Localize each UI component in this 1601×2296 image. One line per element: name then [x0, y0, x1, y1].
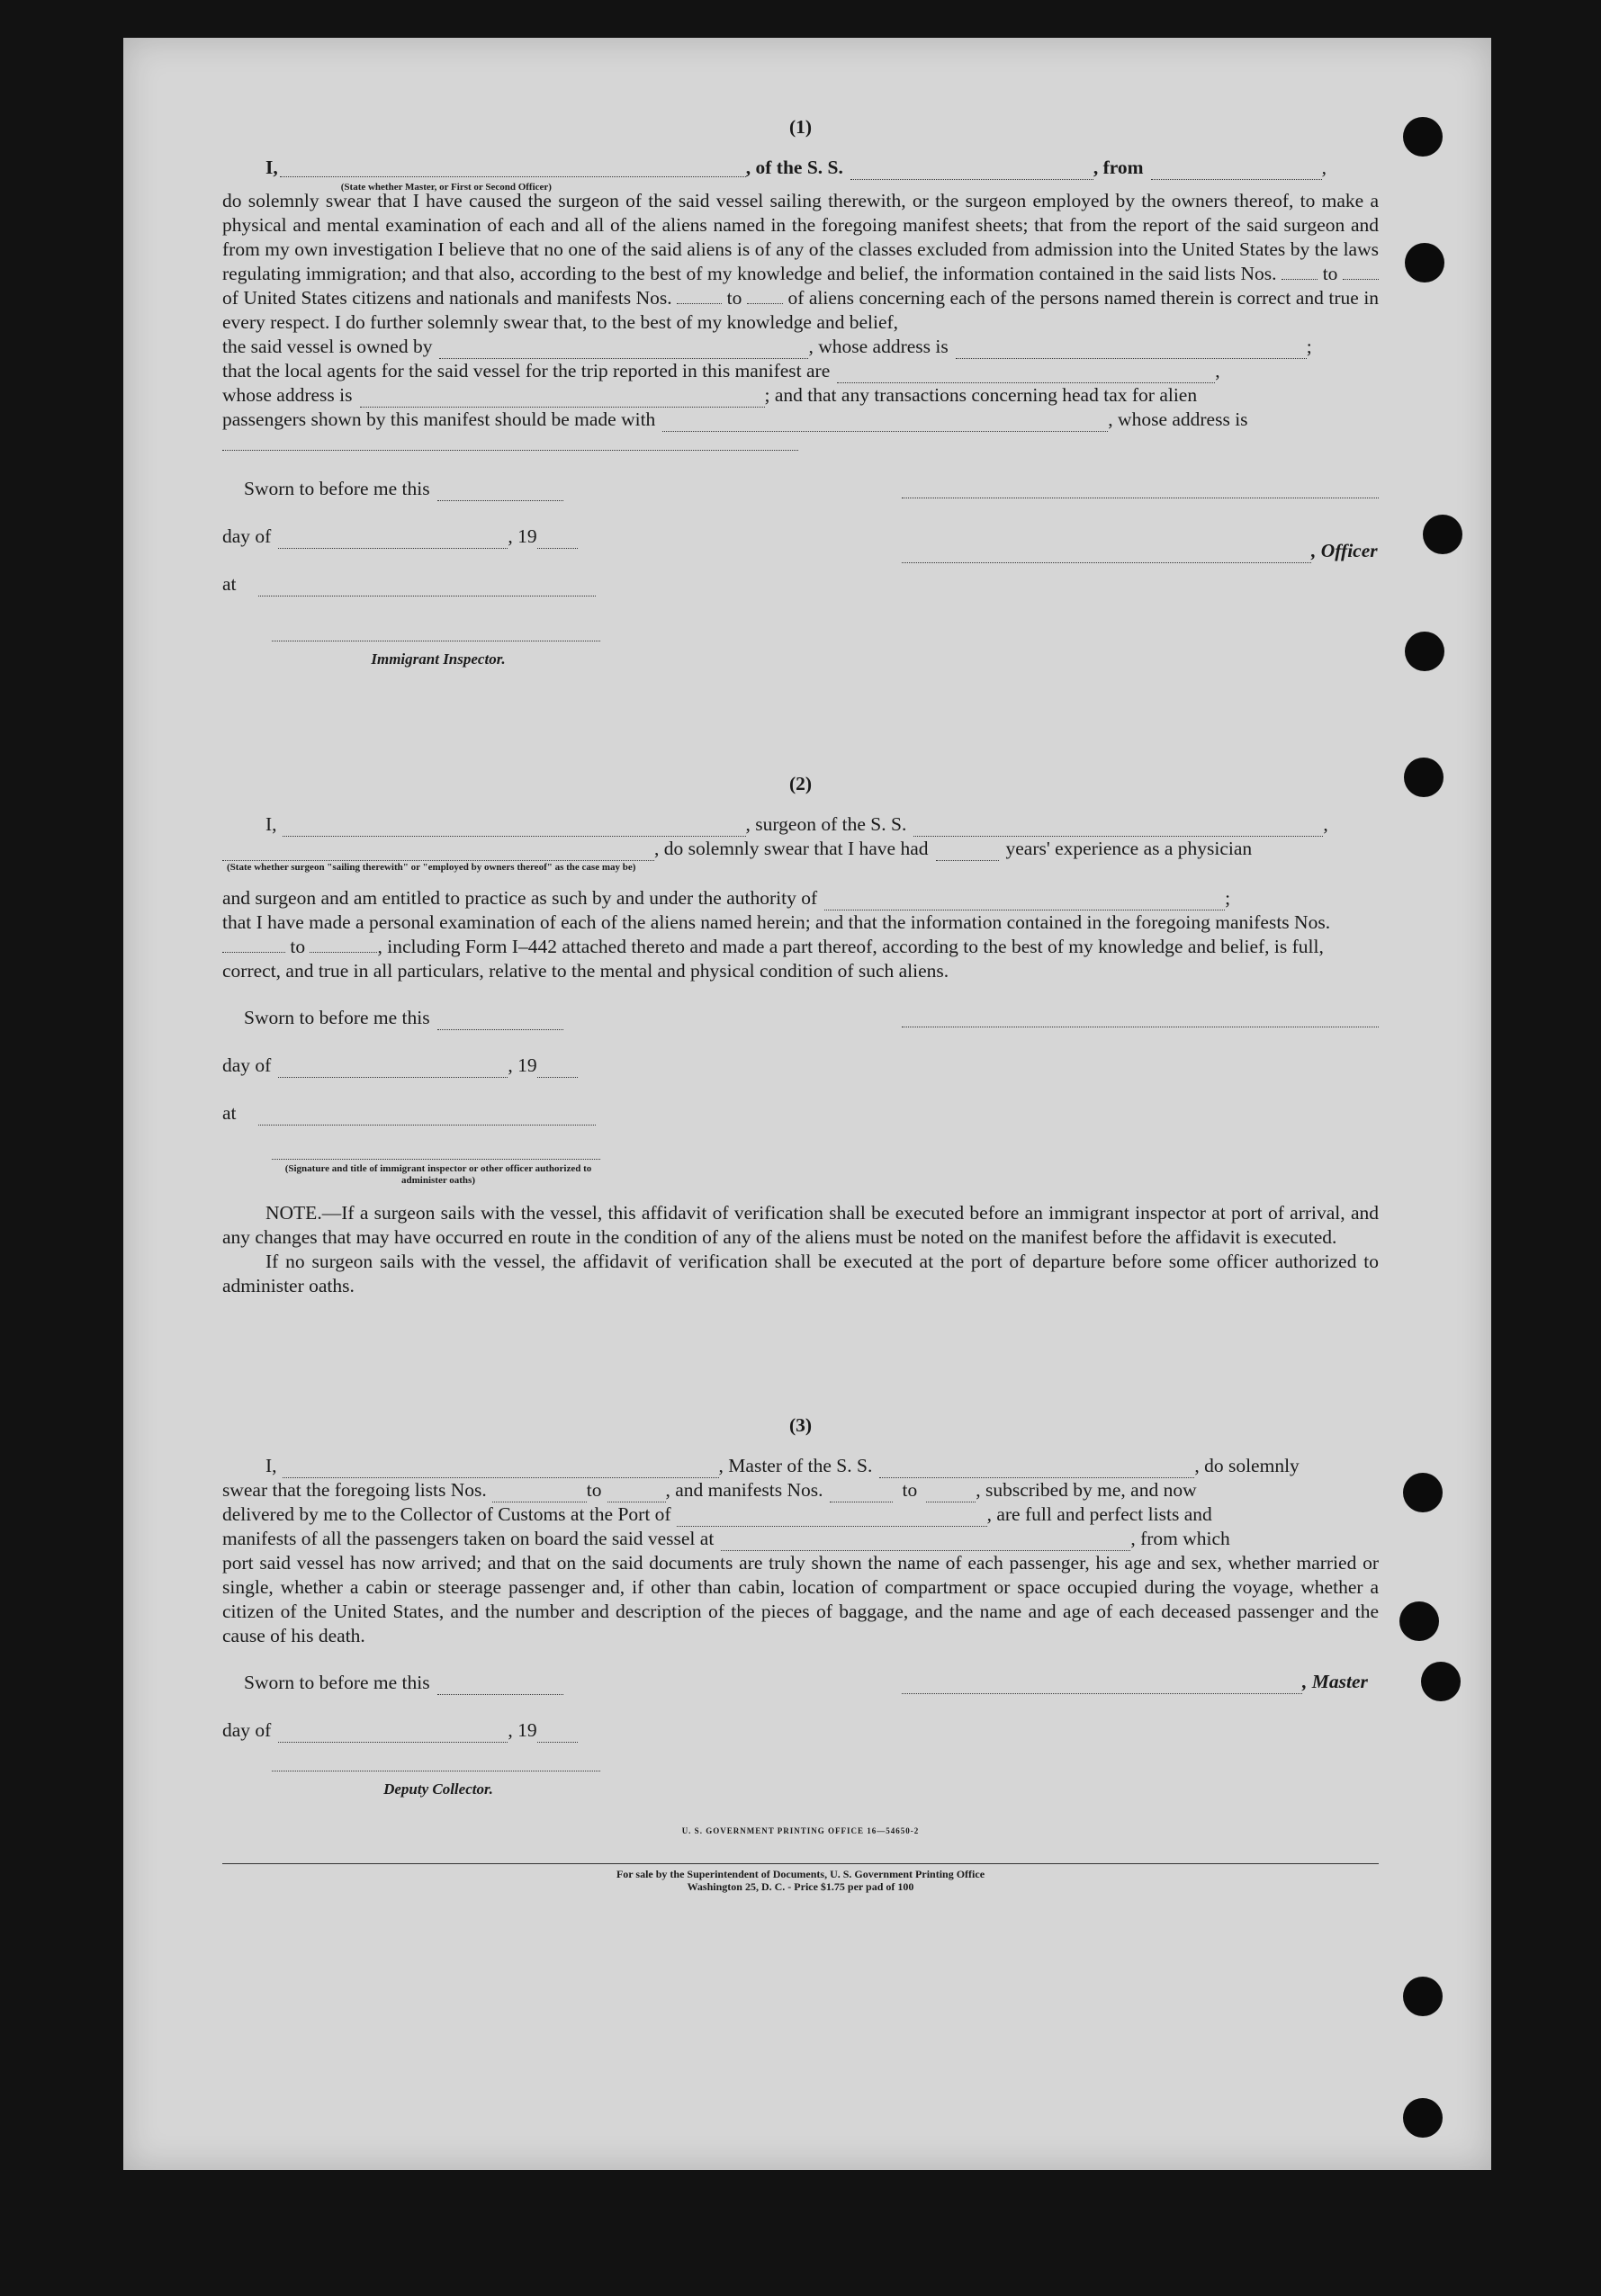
text: at	[222, 1102, 237, 1124]
departure-port-field[interactable]	[721, 1534, 1130, 1551]
text: , surgeon of the S. S.	[745, 813, 907, 835]
officer-row	[902, 539, 1379, 563]
surgeon-status-note: (State whether surgeon "sailing therewith" or "employed by owners thereof" as the case may be)	[227, 862, 636, 873]
form-content	[222, 115, 1379, 1893]
head-tax-address-field[interactable]	[222, 434, 798, 451]
text: I,	[265, 157, 278, 178]
section-3-line-2	[222, 1478, 1379, 1502]
officer-signature-field[interactable]	[272, 1148, 600, 1160]
text: , and manifests Nos.	[665, 1479, 823, 1501]
day-row	[222, 1053, 600, 1078]
text: ;	[1225, 887, 1231, 909]
lists-to-field[interactable]	[607, 1485, 666, 1502]
gpo-imprint: U. S. GOVERNMENT PRINTING OFFICE 16—54650-2	[681, 1826, 920, 1835]
section-2-sworn	[222, 1005, 1379, 1187]
section-3-line-3	[222, 1502, 1379, 1527]
binder-hole	[1403, 117, 1443, 157]
at-row	[222, 1100, 600, 1126]
sworn-left	[222, 476, 600, 671]
list-from-field[interactable]	[1282, 263, 1318, 280]
footer-rule	[222, 1863, 1379, 1864]
deputy-label: Deputy Collector.	[383, 1780, 493, 1798]
text: , are full and perfect lists and	[986, 1503, 1212, 1525]
text: , do solemnly	[1194, 1455, 1300, 1476]
text: , 19	[508, 1719, 537, 1741]
year-field[interactable]	[537, 1726, 578, 1743]
text: to	[902, 1479, 918, 1501]
officer-label: , Officer	[1311, 540, 1378, 561]
section-2-line-2	[222, 837, 1379, 861]
section-1-line-1	[222, 156, 1379, 193]
note-paragraph-2: If no surgeon sails with the vessel, the affidavit of verification shall be executed at the port of departure before some officer authorized to administer oaths.	[222, 1251, 1379, 1296]
binder-hole	[1405, 243, 1444, 283]
section-2-line-1	[222, 812, 1379, 837]
text: Sworn to before me this	[244, 478, 430, 499]
section-1-sworn	[222, 476, 1379, 671]
master-row	[902, 1670, 1379, 1694]
sworn-right	[902, 1005, 1379, 1187]
month-field[interactable]	[278, 1726, 508, 1743]
binder-hole	[1403, 1473, 1443, 1512]
from-port-field[interactable]	[1151, 163, 1322, 180]
authority-row	[222, 886, 1379, 910]
manifests-from-field[interactable]	[830, 1485, 893, 1502]
section-1-body	[222, 189, 1379, 335]
surgeon-signature-field[interactable]	[902, 1005, 1379, 1027]
section-3-line-4	[222, 1527, 1379, 1551]
text: to	[726, 287, 742, 309]
inspector-signature-field[interactable]	[272, 619, 600, 641]
owned-by-row	[222, 335, 1379, 359]
text: the said vessel is owned by	[222, 336, 433, 357]
port-field[interactable]	[677, 1510, 987, 1527]
section-3-sworn	[222, 1670, 1379, 1801]
note-label: NOTE.	[265, 1202, 322, 1224]
surgeon-ship-field[interactable]	[913, 820, 1323, 837]
surgeon-status-field[interactable]	[222, 844, 654, 861]
text: , subscribed by me, and now	[976, 1479, 1197, 1501]
text: , Master of the S. S.	[718, 1455, 873, 1476]
binder-hole	[1404, 758, 1444, 797]
text: ;	[1306, 336, 1312, 357]
authority-field[interactable]	[824, 893, 1225, 910]
manifests-to-field[interactable]	[310, 936, 377, 953]
inspector-label: Immigrant Inspector.	[371, 650, 506, 668]
master-label: , Master	[1302, 1671, 1368, 1692]
master-ship-field[interactable]	[879, 1461, 1194, 1478]
text: to	[290, 936, 306, 957]
text: day of	[222, 1054, 272, 1076]
text: —If a surgeon sails with the vessel, this affidavit of verification shall be executed before an immigrant inspector at port of arrival, and any changes that may have occurred en route in the condition of any of the aliens must be noted on the manifest before the affidavit is executed.	[222, 1202, 1379, 1248]
text: to	[1322, 263, 1338, 284]
binder-hole	[1403, 2098, 1443, 2138]
text: years' experience as a physician	[1005, 838, 1253, 859]
section-2-body	[222, 910, 1379, 983]
binder-hole	[1403, 1977, 1443, 2016]
text: I,	[265, 1455, 277, 1476]
text: delivered by me to the Collector of Customs at the Port of	[222, 1503, 671, 1525]
text: , whose address is	[1108, 408, 1248, 430]
text: , including Form I–442 attached thereto and made a part thereof, according to	[377, 936, 978, 957]
year-field[interactable]	[537, 532, 578, 549]
text: , 19	[508, 1054, 537, 1076]
section-1-heading: (1)	[788, 116, 813, 138]
text: , of the S. S.	[745, 157, 843, 178]
owner-field[interactable]	[439, 342, 808, 359]
officer-note: (State whether Master, or First or Second Officer)	[340, 182, 552, 193]
at-place-field[interactable]	[258, 1108, 596, 1126]
lists-from-field[interactable]	[492, 1485, 587, 1502]
manifest-from-field[interactable]	[677, 287, 722, 304]
officer-field[interactable]	[278, 160, 746, 193]
text: , from	[1093, 157, 1144, 178]
text: , do solemnly swear that I have had	[654, 838, 929, 859]
sworn-row	[222, 1670, 600, 1695]
day-row	[222, 524, 600, 549]
text: the best of my knowledge and belief, is full, correct, and true in all particulars, relative to the mental and physical condition of such aliens.	[222, 936, 1324, 982]
sworn-row	[222, 476, 600, 501]
signature-field[interactable]	[902, 476, 1379, 498]
agents-address-row	[222, 383, 1379, 408]
list-to-field[interactable]	[1343, 263, 1379, 280]
text: , 19	[508, 525, 537, 547]
text: ,	[1215, 360, 1220, 381]
year-field[interactable]	[537, 1061, 578, 1078]
sale-line-2: Washington 25, D. C. - Price $1.75 per pad of 100	[687, 1880, 914, 1893]
years-field[interactable]	[936, 844, 999, 861]
sworn-left	[222, 1670, 600, 1801]
text: at	[222, 573, 237, 595]
manifest-to-field[interactable]	[747, 287, 783, 304]
at-row	[222, 571, 600, 596]
text: to	[586, 1479, 602, 1501]
binder-hole	[1405, 632, 1444, 671]
surgeon-name-field[interactable]	[283, 820, 746, 837]
text: day of	[222, 1719, 272, 1741]
manifests-to-field[interactable]	[926, 1485, 976, 1502]
sworn-row	[222, 1005, 600, 1030]
section-3-line-1	[222, 1454, 1379, 1478]
text: , from which	[1130, 1528, 1230, 1549]
text: foregoing manifests Nos.	[1135, 911, 1331, 933]
binder-hole	[1421, 1662, 1461, 1701]
text: that I have made a personal examination of each of the aliens named herein; and that the information contained in the	[222, 911, 1130, 933]
at-place-field[interactable]	[258, 579, 596, 596]
officer-signature-field[interactable]	[902, 546, 1311, 563]
text: I,	[265, 813, 277, 835]
head-tax-row	[222, 408, 1379, 432]
month-field[interactable]	[278, 532, 508, 549]
text: swear that the foregoing lists Nos.	[222, 1479, 487, 1501]
text: do solemnly swear that I have caused the surgeon of the said vessel sailing therewith, or the surgeon employed by the owners thereof, to make a physical and mental examination of each and all of the aliens named in the foregoing manifest sheets; that from the report of the said surgeon and from my own investigation I believe that no one of the said aliens is of any of the classes excluded from admission into the United States by the laws regulating immigration; and that also, according to the best of my knowledge and belief, the information contained in the said lists Nos.	[222, 190, 1379, 284]
text: , whose address is	[808, 336, 949, 357]
master-name-field[interactable]	[283, 1461, 719, 1478]
sale-line-1: For sale by the Superintendent of Documents, U. S. Government Printing Office	[616, 1868, 985, 1880]
text: Sworn to before me this	[244, 1672, 430, 1693]
month-field[interactable]	[278, 1061, 508, 1078]
text: and surgeon and am entitled to practice as such by and under the authority of	[222, 887, 818, 909]
sworn-right	[902, 1670, 1379, 1801]
text: ,	[1323, 813, 1328, 835]
form-page	[123, 38, 1491, 2170]
text: that the local agents for the said vessel for the trip reported in this manifest are	[222, 360, 831, 381]
sworn-right	[902, 476, 1379, 671]
text: whose address is	[222, 384, 353, 406]
note-paragraph	[222, 1201, 1379, 1250]
head-tax-field[interactable]	[662, 415, 1108, 432]
text: of United States citizens and nationals and manifests Nos.	[222, 287, 672, 309]
sworn-day-field[interactable]	[437, 1013, 563, 1030]
collector-signature-field[interactable]	[272, 1765, 600, 1771]
text: ; and that any transactions concerning head tax for alien	[764, 384, 1198, 406]
local-agents-row	[222, 359, 1379, 383]
text: ,	[1321, 157, 1327, 178]
text: day of	[222, 525, 272, 547]
section-2-heading: (2)	[788, 773, 813, 794]
ship-name-field[interactable]	[850, 163, 1093, 180]
sworn-day-field[interactable]	[437, 484, 563, 501]
manifests-from-field[interactable]	[222, 936, 285, 953]
text: of aliens concerning each of the persons named therein is correct and true in every respect. I do further solemnly swear that, to the best of my knowledge and belief,	[222, 287, 1380, 333]
master-signature-field[interactable]	[902, 1677, 1302, 1694]
day-row	[222, 1718, 600, 1743]
section-3-heading: (3)	[788, 1414, 813, 1436]
text: Sworn to before me this	[244, 1007, 430, 1028]
sworn-left	[222, 1005, 600, 1187]
sworn-day-field[interactable]	[437, 1678, 563, 1695]
owner-address-field[interactable]	[956, 342, 1307, 359]
text: passengers shown by this manifest should be made with	[222, 408, 656, 430]
section-3-body: port said vessel has now arrived; and that on the said documents are truly shown the name of each passenger, his age and sex, whether married or single, whether a cabin or steerage passenger and, if other than cabin, location of compartment or space occupied during the voyage, whether a citizen of the United States, and the number and description of the pieces of baggage, and the name and age of each deceased passenger and the cause of his death.	[222, 1552, 1379, 1646]
agents-field[interactable]	[837, 366, 1215, 383]
agents-address-field[interactable]	[360, 390, 765, 408]
signature-note: (Signature and title of immigrant inspector or other officer authorized to administer oaths)	[284, 1163, 592, 1186]
binder-hole	[1423, 515, 1462, 554]
binder-hole	[1399, 1601, 1439, 1641]
text: manifests of all the passengers taken on board the said vessel at	[222, 1528, 715, 1549]
